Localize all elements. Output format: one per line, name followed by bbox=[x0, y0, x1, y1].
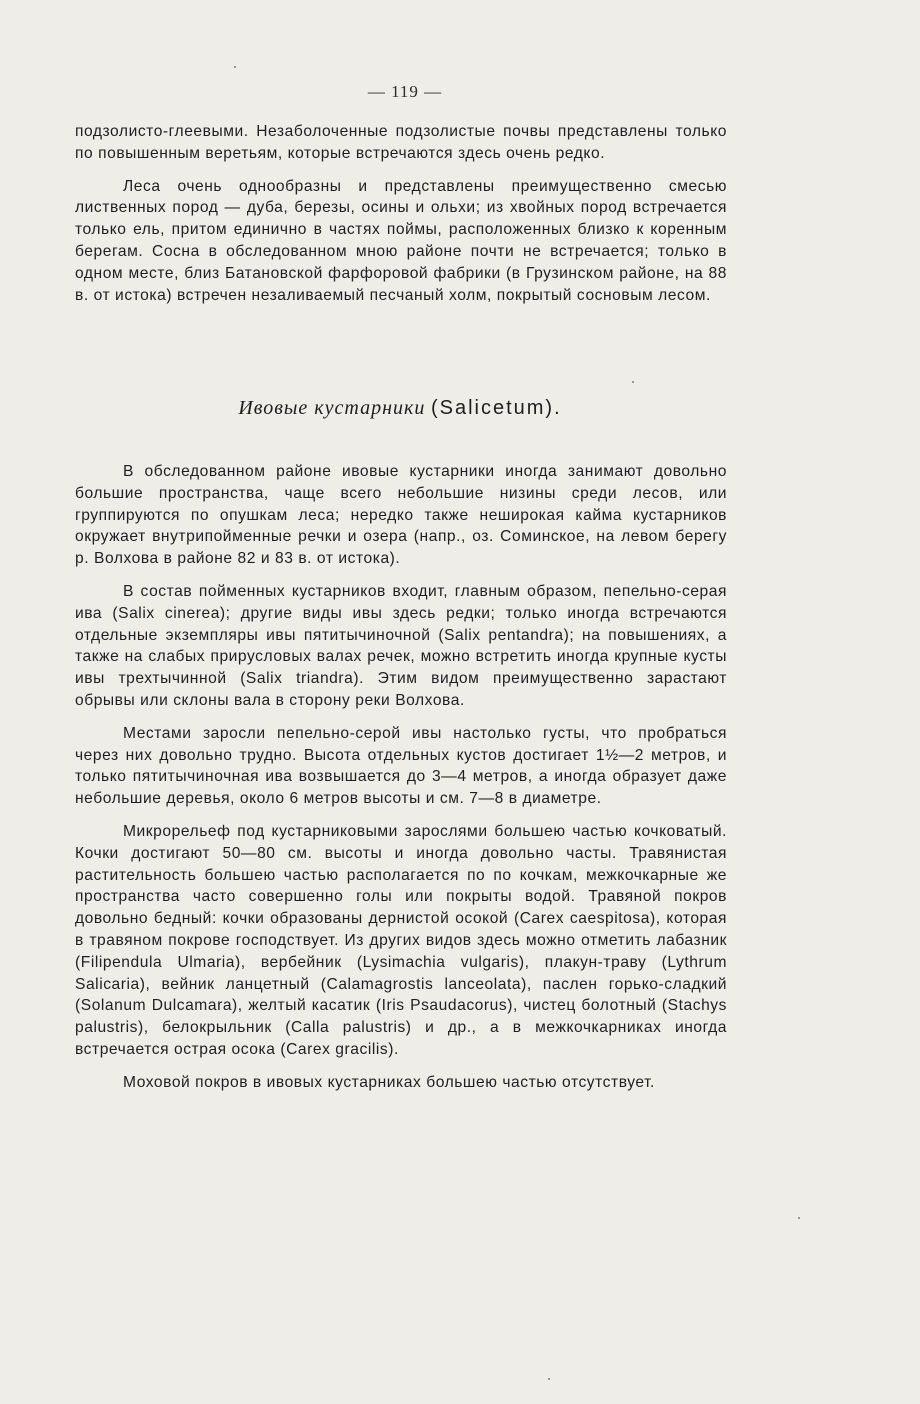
paragraph: В обследованном районе ивовые кустарники иногда занимают довольно большие пространства, чаще всего небольшие низины среди лесов, или группируются по опушкам леса; нередко также неширокая кайма кустарников окружает внутрипойменные речки и озера (напр., оз. Соминское, на левом берегу р. Волхова в районе 82 и 83 в. от истока). bbox=[75, 463, 727, 568]
section-title-russian: Ивовые кустарники bbox=[238, 397, 426, 419]
paragraph: Местами заросли пепельно-серой ивы настолько густы, что пробраться через них довольно трудно. Высота отдельных кустов достигает 1½—2 метров, и только пятитычиночная ива возвышается до 3—4 метров, а иногда образует даже небольшие деревья, около 6 метров высоты и см. 7—8 в диаметре. bbox=[75, 724, 727, 808]
paragraph: Леса очень однообразны и представлены преимущественно смесью лиственных пород — дуба, березы, осины и ольхи; из хвойных пород встречается только ель, притом единично в частях поймы, расположенных близко к коренным берегам. Сосна в обследованном мною районе почти не встречается; только в одном месте, близ Батановской фарфоровой фабрики (в Грузинском районе, на 88 в. от истока) встречен незаливаемый песчаный холм, покрытый сосновым лесом. bbox=[75, 177, 727, 304]
paragraph: В состав пойменных кустарников входит, главным образом, пепельно-серая ива (Salix cinerea); другие виды ивы здесь редки; только иногда встречаются отдельные экземпляры ивы пятитычиночной (Salix pentandra); на повышениях, а также на слабых прирусловых валах речек, можно встретить иногда крупные кусты ивы трехтычинной (Salix triandra). Этим видом преимущественно зарастают обрывы или склоны вала в сторону реки Волхова. bbox=[75, 582, 727, 709]
paper-speck bbox=[234, 66, 236, 68]
paper-speck bbox=[548, 1378, 550, 1380]
paragraph: Микрорельеф под кустарниковыми зарослями большею частью кочковатый. Кочки достигают 50—80 см. высоты и иногда довольно часты. Травянистая растительность большею частью располагается по по кочкам, межкочкарные же пространства часто совершенно голы или покрыты водой. Травяной покров довольно бедный: кочки образованы дернистой осокой (Carex caespitosa), которая в травяном покрове господствует. Из других видов здесь можно отметить лабазник (Filipendula Ulmaria), вербейник (Lysimachia vulgaris), плакун-траву (Lythrum Salicaria), вейник ланцетный (Calamagrostis lanceolata), паслен горько-сладкий (Solanum Dulcamara), желтый касатик (Iris Psaudacorus), чистец болотный (Stachys palustris), белокрыльник (Calla palustris) и др., а в межкочкарниках иногда встречается острая осока (Carex gracilis). bbox=[75, 822, 727, 1058]
section-title-latin: (Salicetum). bbox=[430, 397, 562, 419]
paragraph: подзолисто-глеевыми. Незаболоченные подзолистые почвы представлены только по повышенным веретьям, которые встречаются здесь очень редко. bbox=[75, 123, 727, 162]
bottom-text-block bbox=[75, 461, 727, 1105]
section-heading bbox=[0, 397, 800, 420]
paper-speck bbox=[632, 381, 634, 383]
paper-speck bbox=[798, 1217, 800, 1219]
page-number: — 119 — bbox=[367, 82, 443, 101]
paragraph: Моховой покров в ивовых кустарниках большею частью отсутствует. bbox=[123, 1073, 655, 1091]
top-text-block bbox=[75, 121, 727, 317]
